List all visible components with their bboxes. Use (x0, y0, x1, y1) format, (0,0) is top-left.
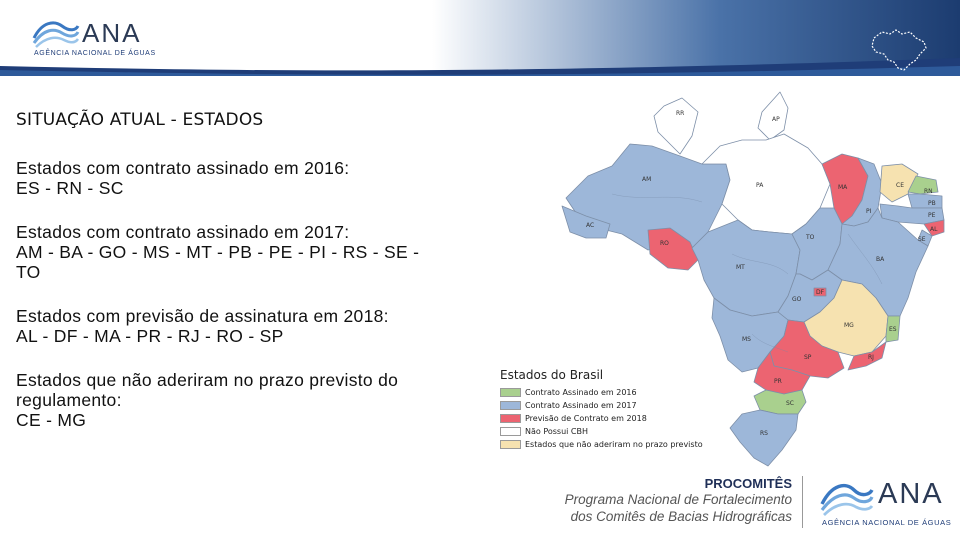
procomites-branding (560, 476, 792, 525)
label-ce: CE (896, 182, 904, 189)
paragraph-nao-aderiram (16, 370, 486, 430)
legend-swatch (500, 440, 521, 449)
label-pe: PE (928, 212, 936, 219)
map-legend (500, 368, 730, 451)
label-sc: SC (786, 400, 794, 407)
legend-item (500, 399, 730, 412)
label-rr: RR (676, 110, 685, 117)
label-pb: PB (928, 200, 936, 207)
label-rn: RN (924, 188, 933, 195)
legend-swatch (500, 414, 521, 423)
label-df: DF (816, 289, 825, 296)
paragraph-line: Estados que não aderiram no prazo previsto do (16, 370, 399, 390)
label-mt: MT (736, 264, 745, 271)
slide-title: SITUAÇÃO ATUAL - ESTADOS (16, 110, 264, 130)
label-pr: PR (774, 378, 782, 385)
label-ba: BA (876, 256, 885, 263)
label-ro: RO (660, 240, 669, 247)
paragraph-2018 (16, 306, 486, 346)
label-am: AM (642, 176, 652, 183)
legend-swatch (500, 427, 521, 436)
label-al: AL (930, 226, 938, 233)
label-se: SE (918, 236, 926, 243)
legend-label: Não Possui CBH (525, 427, 589, 436)
paragraph-2017 (16, 222, 486, 282)
ana-wave-icon (820, 478, 874, 516)
label-ms: MS (742, 336, 751, 343)
slide-header (0, 0, 960, 76)
paragraph-line: Estados com previsão de assinatura em 2018: (16, 306, 389, 326)
state-mt (692, 220, 800, 316)
paragraph-2016 (16, 158, 486, 198)
label-go: GO (792, 296, 802, 303)
legend-label: Contrato Assinado em 2016 (525, 388, 637, 397)
label-ac: AC (586, 222, 595, 229)
paragraph-line: ES - RN - SC (16, 178, 124, 198)
state-pb (908, 194, 942, 208)
ana-logo-text: ANA (82, 18, 142, 48)
paragraph-line: AL - DF - MA - PR - RJ - RO - SP (16, 326, 284, 346)
paragraph-line: TO (16, 262, 41, 282)
ana-logo-subtitle: AGÊNCIA NACIONAL DE ÁGUAS (822, 518, 952, 527)
ana-logo-subtitle: AGÊNCIA NACIONAL DE ÁGUAS (34, 50, 156, 57)
label-rj: RJ (868, 354, 874, 361)
paragraph-line: Estados com contrato assinado em 2017: (16, 222, 350, 242)
paragraph-line: Estados com contrato assinado em 2016: (16, 158, 350, 178)
ana-logo-text: ANA (878, 478, 944, 510)
program-line: dos Comitês de Bacias Hidrográficas (570, 509, 792, 524)
legend-item (500, 386, 730, 399)
legend-item (500, 425, 730, 438)
paragraph-line: AM - BA - GO - MS - MT - PB - PE - PI - RS - SE - (16, 242, 420, 262)
slide-content (16, 110, 486, 454)
state-rr (654, 98, 698, 154)
label-sp: SP (804, 354, 812, 361)
paragraph-line: CE - MG (16, 410, 87, 430)
label-pi: PI (866, 208, 872, 215)
legend-label: Estados que não aderiram no prazo previsto (525, 440, 703, 449)
ana-logo-bottom (818, 476, 958, 528)
label-ap: AP (772, 116, 780, 123)
program-line: Programa Nacional de Fortalecimento (564, 492, 792, 507)
label-es: ES (889, 326, 897, 333)
ana-logo-top (30, 14, 170, 62)
legend-swatch (500, 388, 521, 397)
label-to: TO (806, 234, 815, 241)
label-rs: RS (760, 430, 768, 437)
footer-divider (802, 476, 803, 528)
brazil-outline-icon (866, 24, 930, 74)
legend-label: Contrato Assinado em 2017 (525, 401, 637, 410)
ana-wave-icon (32, 16, 80, 48)
state-rs (730, 410, 798, 466)
legend-label: Previsão de Contrato em 2018 (525, 414, 647, 423)
label-ma: MA (838, 184, 848, 191)
legend-title: Estados do Brasil (500, 368, 604, 382)
label-mg: MG (844, 322, 854, 329)
legend-item (500, 438, 730, 451)
program-name: PROCOMITÊS (704, 476, 792, 491)
paragraph-line: regulamento: (16, 390, 122, 410)
legend-swatch (500, 401, 521, 410)
label-pa: PA (756, 182, 764, 189)
legend-item (500, 412, 730, 425)
